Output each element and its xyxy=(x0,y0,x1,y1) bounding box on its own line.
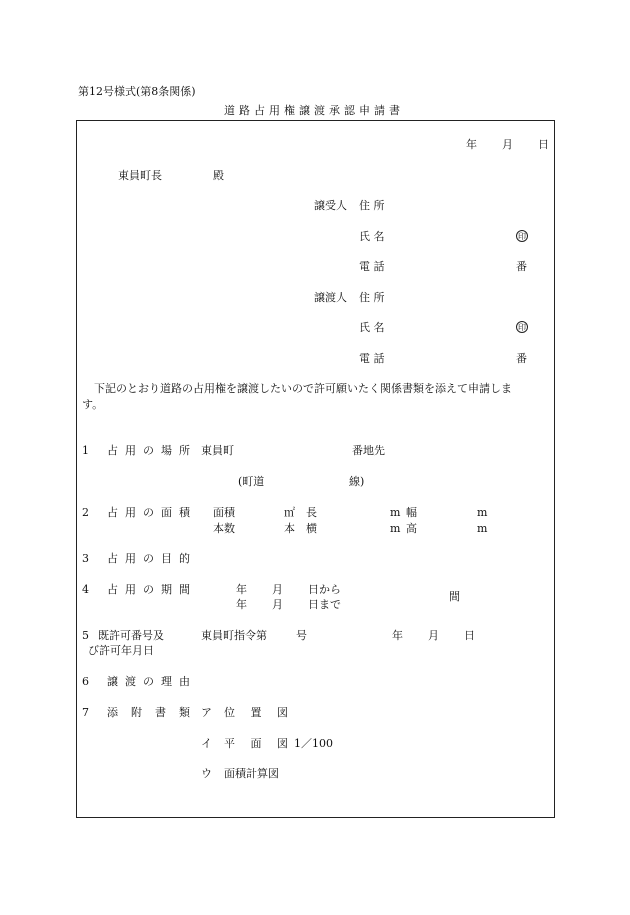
transferee-name-label: 氏 名 xyxy=(359,230,385,243)
item-4-to-day: 日まで xyxy=(308,598,341,611)
item-5-day: 日 xyxy=(464,629,475,642)
date-year: 年 xyxy=(466,138,477,151)
item-2-count: 本数 xyxy=(213,522,235,535)
transferor-name-label: 氏 名 xyxy=(359,321,385,334)
item-2-hon: 本 xyxy=(284,522,295,535)
transferor-address-label: 住 所 xyxy=(359,291,385,304)
item-3-number: 3 xyxy=(82,552,89,565)
item-4-to-month: 月 xyxy=(272,598,283,611)
transferee-role: 譲受人 xyxy=(314,199,347,212)
item-1-town: 東員町 xyxy=(201,444,234,457)
date-month: 月 xyxy=(502,138,513,151)
item-4-number: 4 xyxy=(82,583,89,596)
addressee-name: 東員町長 xyxy=(118,169,162,182)
item-2-m2: m xyxy=(477,506,488,519)
item-2-length: 長 xyxy=(306,506,317,519)
statement-line-2: す。 xyxy=(82,398,104,411)
attachment-i-text: 平 面 図 xyxy=(224,737,294,750)
item-2-label: 占用の面積 xyxy=(107,506,197,519)
attachment-u-mark: ウ xyxy=(201,767,212,780)
item-2-side: 横 xyxy=(306,522,317,535)
item-1-banchi: 番地先 xyxy=(352,444,385,457)
item-5-year: 年 xyxy=(392,629,403,642)
item-2-m4: m xyxy=(477,522,488,535)
item-4-from-month: 月 xyxy=(272,583,283,596)
item-6-number: 6 xyxy=(82,675,89,688)
attachment-i-mark: イ xyxy=(201,737,212,750)
item-3-label: 占用の目的 xyxy=(107,552,197,565)
transferee-phone-label: 電 話 xyxy=(359,260,385,273)
item-5-month: 月 xyxy=(428,629,439,642)
transferee-phone-suffix: 番 xyxy=(516,260,527,273)
item-1-label: 占用の場所 xyxy=(107,444,197,457)
item-5-number: 5 xyxy=(82,629,89,642)
item-2-m3: m xyxy=(390,522,401,535)
item-2-number: 2 xyxy=(82,506,89,519)
addressee-honorific: 殿 xyxy=(213,169,224,182)
date-day: 日 xyxy=(538,138,549,151)
item-7-label: 添附書類 xyxy=(107,706,203,719)
item-7-number: 7 xyxy=(82,706,89,719)
item-5-go: 号 xyxy=(296,629,307,642)
attachment-a-text: 位 置 図 xyxy=(224,706,294,719)
transferor-phone-label: 電 話 xyxy=(359,352,385,365)
attachment-a-mark: ア xyxy=(201,706,212,719)
item-1-road-open: (町道 xyxy=(238,475,265,488)
item-5-label-line-2: び許可年月日 xyxy=(88,644,154,657)
item-1-number: 1 xyxy=(82,444,89,457)
transferee-address-label: 住 所 xyxy=(359,199,385,212)
item-4-label: 占用の期間 xyxy=(107,583,197,596)
transferor-seal-icon: 印 xyxy=(518,323,526,332)
item-2-sqm: ㎡ xyxy=(284,506,295,519)
item-6-label: 譲渡の理由 xyxy=(107,675,197,688)
item-5-prefix: 東員町指令第 xyxy=(201,629,267,642)
item-5-label-line-1: 既許可番号及 xyxy=(98,629,164,642)
item-4-to-year: 年 xyxy=(236,598,247,611)
attachment-u-text: 面積計算図 xyxy=(224,767,279,780)
item-2-m1: m xyxy=(390,506,401,519)
item-2-area: 面積 xyxy=(213,506,235,519)
transferor-role: 譲渡人 xyxy=(314,291,347,304)
form-number: 第12号様式(第8条関係) xyxy=(78,85,196,98)
attachment-i-scale: 1／100 xyxy=(294,737,333,750)
transferee-seal-icon: 印 xyxy=(518,232,526,241)
form-title: 道路占用権譲渡承認申請書 xyxy=(224,104,404,117)
item-2-width: 幅 xyxy=(406,506,417,519)
statement-line-1: 下記のとおり道路の占用権を譲渡したいので許可願いたく関係書類を添えて申請しま xyxy=(94,382,512,395)
transferor-phone-suffix: 番 xyxy=(516,352,527,365)
item-4-from-day: 日から xyxy=(308,583,341,596)
item-2-height: 高 xyxy=(406,522,417,535)
item-4-period: 間 xyxy=(449,590,460,603)
item-1-road-close: 線) xyxy=(349,475,365,488)
item-4-from-year: 年 xyxy=(236,583,247,596)
